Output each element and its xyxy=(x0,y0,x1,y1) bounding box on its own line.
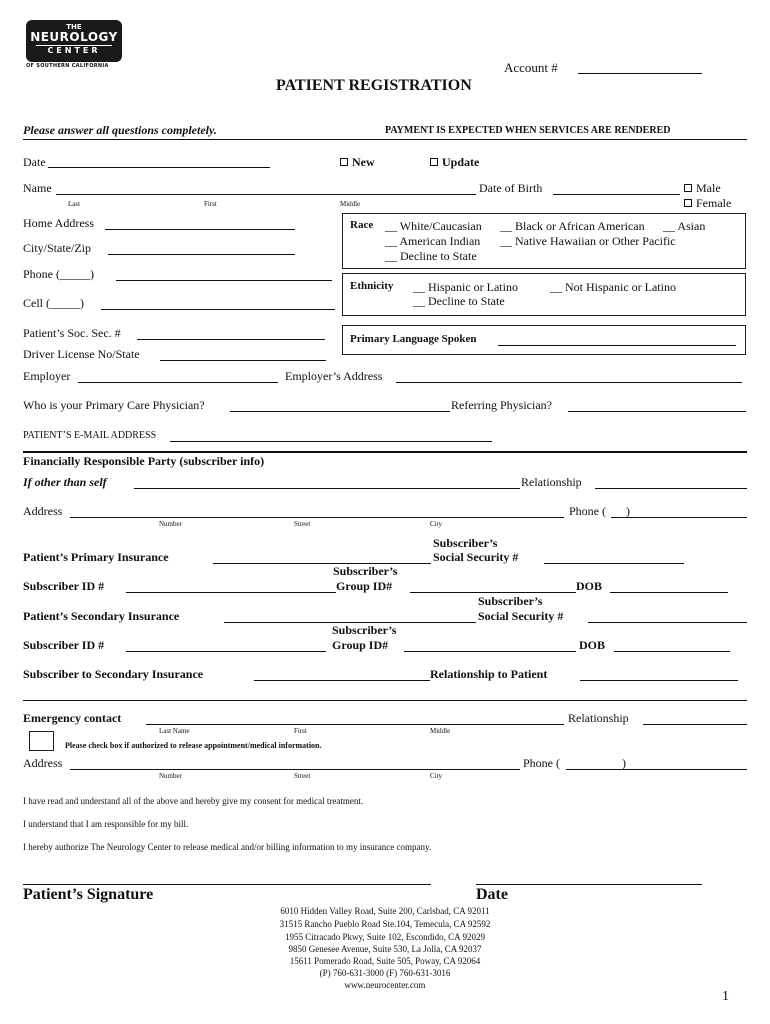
primary-insurance-field[interactable] xyxy=(213,563,431,564)
secondary-group-subscribers-label: Subscriber’s xyxy=(332,623,397,637)
footer-phone: (P) 760-631-3000 (F) 760-631-3016 xyxy=(319,968,451,978)
ssn-field[interactable] xyxy=(137,339,325,340)
date-field[interactable] xyxy=(48,167,270,168)
date-label: Date xyxy=(23,155,46,169)
name-first-hint: First xyxy=(204,200,217,208)
employer-address-field[interactable] xyxy=(396,382,742,383)
emergency-address-field[interactable] xyxy=(70,769,520,770)
footer-address-5: 15611 Pomerado Road, Suite 505, Poway, CA 92064 xyxy=(289,956,481,966)
new-option[interactable]: New xyxy=(340,155,375,170)
secondary-group-label: Group ID# xyxy=(332,638,389,652)
emergency-middle-hint: Middle xyxy=(430,727,451,735)
consent-line-1: I have read and understand all of the above and hereby give my consent for medical treatment. xyxy=(23,796,364,806)
ethnicity-decline[interactable]: __ Decline to State xyxy=(413,294,505,308)
page-title: PATIENT REGISTRATION xyxy=(276,77,472,94)
signature-date-label: Date xyxy=(476,886,508,903)
ethnicity-not-hispanic[interactable]: __ Not Hispanic or Latino xyxy=(550,280,676,294)
emergency-last-hint: Last Name xyxy=(159,727,190,735)
primary-group-subscribers-label: Subscriber’s xyxy=(333,564,398,578)
primary-ss-subscribers-label: Subscriber’s xyxy=(433,536,498,550)
responsible-city-hint: City xyxy=(430,520,443,528)
emergency-phone-close: ) xyxy=(622,756,626,770)
footer-address-3: 1955 Citracado Pkwy, Suite 102, Escondido, CA 92029 xyxy=(285,932,485,942)
secondary-ss-label: Social Security # xyxy=(478,609,564,623)
payment-notice: PAYMENT IS EXPECTED WHEN SERVICES ARE RENDERED xyxy=(385,125,671,136)
race-asian[interactable]: __ Asian xyxy=(663,219,706,233)
responsible-address-label: Address xyxy=(23,504,63,518)
secondary-group-field[interactable] xyxy=(404,651,576,652)
emergency-number-hint: Number xyxy=(159,772,182,780)
authorize-release-checkbox[interactable] xyxy=(29,731,54,751)
responsible-relationship-field[interactable] xyxy=(595,488,747,489)
primary-subscriber-id-field[interactable] xyxy=(126,592,336,593)
referring-field[interactable] xyxy=(568,411,746,412)
update-option[interactable]: Update xyxy=(430,155,479,170)
footer-address-2: 31515 Rancho Pueblo Road Ste.104, Temecula, CA 92592 xyxy=(279,919,491,929)
primary-dob-field[interactable] xyxy=(610,592,728,593)
female-option[interactable]: Female xyxy=(684,196,731,211)
secondary-subscriber-label: Subscriber to Secondary Insurance xyxy=(23,667,204,681)
responsible-phone-field[interactable] xyxy=(611,517,747,518)
email-field[interactable] xyxy=(170,441,492,442)
secondary-ss-subscribers-label: Subscriber’s xyxy=(478,594,543,608)
signature-date-field[interactable] xyxy=(476,884,702,885)
footer-address-4: 9850 Genesee Avenue, Suite 530, La Jolla, CA 92037 xyxy=(288,944,482,954)
signature-field[interactable] xyxy=(23,884,431,885)
logo-subtitle: OF SOUTHERN CALIFORNIA xyxy=(26,63,109,69)
relationship-to-patient-field[interactable] xyxy=(580,680,738,681)
emergency-relationship-field[interactable] xyxy=(643,724,747,725)
responsible-street-hint: Street xyxy=(294,520,311,528)
responsible-phone-label: Phone ( xyxy=(569,504,606,518)
authorize-release-text: Please check box if authorized to release appointment/medical information. xyxy=(65,741,322,750)
secondary-subscriber-id-label: Subscriber ID # xyxy=(23,638,105,652)
section-divider-emergency xyxy=(23,700,747,701)
dob-field[interactable] xyxy=(553,194,680,195)
primary-dob-label: DOB xyxy=(576,579,603,593)
primary-group-label: Group ID# xyxy=(336,579,393,593)
pcp-label: Who is your Primary Care Physician? xyxy=(23,398,205,412)
responsible-address-field[interactable] xyxy=(70,517,564,518)
emergency-phone-label: Phone ( xyxy=(523,756,560,770)
instruction-text: Please answer all questions completely. xyxy=(23,123,217,137)
name-label: Name xyxy=(23,181,52,195)
race-label: Race xyxy=(350,219,374,231)
secondary-dob-field[interactable] xyxy=(614,651,730,652)
name-field[interactable] xyxy=(56,194,476,195)
referring-label: Referring Physician? xyxy=(451,398,552,412)
race-decline[interactable]: __ Decline to State xyxy=(385,249,477,263)
city-state-zip-label: City/State/Zip xyxy=(23,241,91,255)
signature-label: Patient’s Signature xyxy=(23,886,154,903)
consent-line-2: I understand that I am responsible for my bill. xyxy=(23,819,189,829)
race-white[interactable]: __ White/Caucasian xyxy=(385,219,482,233)
consent-line-3: I hereby authorize The Neurology Center to release medical and/or billing information to my insurance company. xyxy=(23,842,432,852)
employer-field[interactable] xyxy=(78,382,278,383)
emergency-relationship-label: Relationship xyxy=(568,711,629,725)
cell-field[interactable] xyxy=(101,309,335,310)
female-checkbox[interactable] xyxy=(684,199,692,207)
emergency-street-hint: Street xyxy=(294,772,311,780)
emergency-address-label: Address xyxy=(23,756,63,770)
new-checkbox[interactable] xyxy=(340,158,348,166)
race-black[interactable]: __ Black or African American xyxy=(500,219,645,233)
city-state-zip-field[interactable] xyxy=(108,254,295,255)
account-field[interactable] xyxy=(578,73,702,74)
responsible-number-hint: Number xyxy=(159,520,182,528)
dob-label: Date of Birth xyxy=(479,181,543,195)
neurology-center-logo xyxy=(26,20,122,62)
primary-ss-label: Social Security # xyxy=(433,550,519,564)
responsible-phone-close: ) xyxy=(626,504,630,518)
relationship-to-patient-label: Relationship to Patient xyxy=(430,667,548,681)
male-checkbox[interactable] xyxy=(684,184,692,192)
email-label: PATIENT’S E-MAIL ADDRESS xyxy=(23,430,157,441)
logo-neurology: NEUROLOGY xyxy=(30,30,118,44)
update-checkbox[interactable] xyxy=(430,158,438,166)
language-label: Primary Language Spoken xyxy=(350,333,477,345)
logo-the: THE xyxy=(66,23,82,31)
responsible-name-field[interactable] xyxy=(134,488,520,489)
emergency-phone-field[interactable] xyxy=(566,769,747,770)
emergency-first-hint: First xyxy=(294,727,307,735)
primary-group-field[interactable] xyxy=(410,592,576,593)
secondary-subscriber-id-field[interactable] xyxy=(126,651,326,652)
race-american-indian[interactable]: __ American Indian xyxy=(385,234,481,248)
emergency-contact-label: Emergency contact xyxy=(23,711,122,725)
employer-address-label: Employer’s Address xyxy=(285,369,383,383)
header-divider xyxy=(23,139,747,140)
primary-ss-field[interactable] xyxy=(544,563,684,564)
language-field[interactable] xyxy=(498,345,736,346)
name-middle-hint: Middle xyxy=(340,200,361,208)
emergency-city-hint: City xyxy=(430,772,443,780)
ssn-label: Patient’s Soc. Sec. # xyxy=(23,326,121,340)
primary-subscriber-id-label: Subscriber ID # xyxy=(23,579,105,593)
account-label: Account # xyxy=(504,60,558,75)
ethnicity-label: Ethnicity xyxy=(350,280,394,292)
section-divider-financial xyxy=(23,451,747,453)
driver-license-label: Driver License No/State xyxy=(23,347,140,361)
home-address-field[interactable] xyxy=(105,229,295,230)
responsible-relationship-label: Relationship xyxy=(521,475,582,489)
phone-label: Phone (_____) xyxy=(23,267,94,281)
phone-field[interactable] xyxy=(116,280,332,281)
name-last-hint: Last xyxy=(68,200,81,208)
secondary-insurance-label: Patient’s Secondary Insurance xyxy=(23,609,180,623)
financial-heading: Financially Responsible Party (subscriber info) xyxy=(23,454,265,468)
driver-license-field[interactable] xyxy=(160,360,326,361)
footer-address-1: 6010 Hidden Valley Road, Suite 200, Carlsbad, CA 92011 xyxy=(280,906,490,916)
employer-label: Employer xyxy=(23,369,71,383)
secondary-dob-label: DOB xyxy=(579,638,606,652)
home-address-label: Home Address xyxy=(23,216,94,230)
pcp-field[interactable] xyxy=(230,411,450,412)
page-number: 1 xyxy=(722,989,729,1004)
emergency-contact-field[interactable] xyxy=(146,724,564,725)
primary-insurance-label: Patient’s Primary Insurance xyxy=(23,550,169,564)
secondary-ss-field[interactable] xyxy=(588,622,747,623)
footer-website[interactable]: www.neurocenter.com xyxy=(344,980,426,990)
ethnicity-hispanic[interactable]: __ Hispanic or Latino xyxy=(413,280,518,294)
ethnicity-box xyxy=(342,273,746,316)
male-option[interactable]: Male xyxy=(684,181,721,196)
if-other-label: If other than self xyxy=(23,475,107,489)
secondary-subscriber-field[interactable] xyxy=(254,680,430,681)
race-pacific-islander[interactable]: __ Native Hawaiian or Other Pacific xyxy=(500,234,676,248)
cell-label: Cell (_____) xyxy=(23,296,84,310)
logo-center: CENTER xyxy=(36,45,112,56)
